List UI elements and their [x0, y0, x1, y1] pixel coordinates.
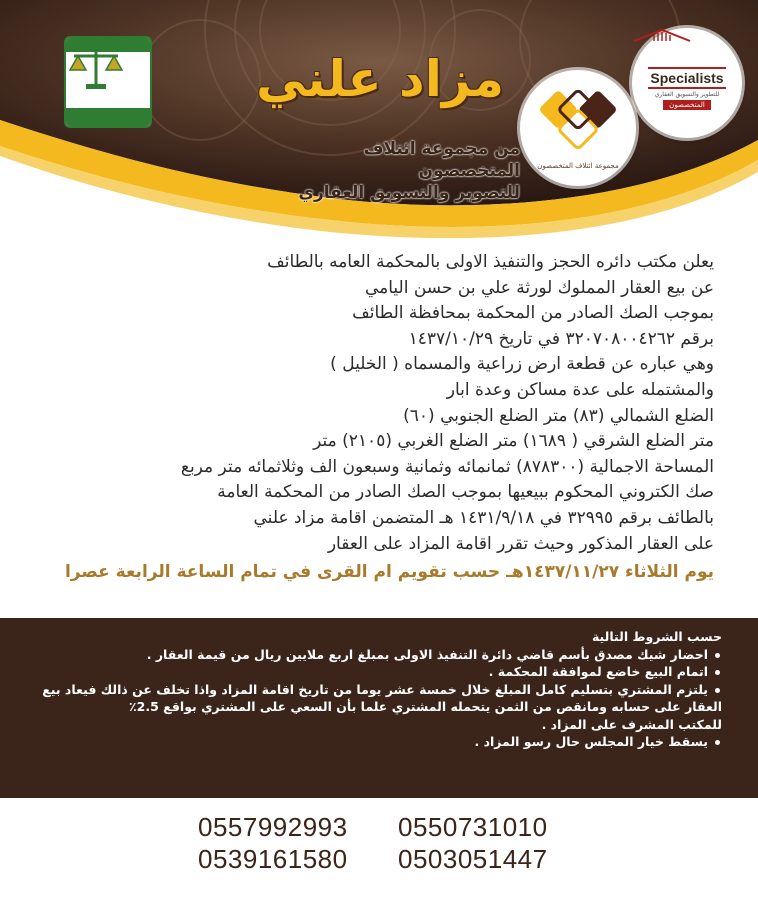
terms-item: احضار شيك مصدق بأسم قاضي دائرة التنفيذ الاولى بمبلغ اربع ملايين ريال من قيمة العقار . — [32, 646, 722, 664]
terms-item-continuation: للمكتب المشرف على المزاد . — [541, 716, 722, 732]
announcement-line: والمشتمله على عدة مساكن وعدة ابار — [446, 379, 714, 400]
announcement-line: المساحة الاجمالية (٨٧٨٣٠٠) ثمانمائه وثمانية وسبعون الف وثلاثمائه متر مربع — [180, 456, 714, 477]
announcement-body — [40, 250, 714, 586]
announcement-line: يعلن مكتب دائره الحجز والتنفيذ الاولى بالمحكمة العامه بالطائف — [267, 252, 714, 272]
terms-section — [0, 618, 758, 798]
contact-phones — [0, 798, 758, 900]
terms-item: يسقط خيار المجلس حال رسو المزاد . — [32, 733, 722, 751]
subtitle-line-2: للتصوير والتسويق العقاري — [298, 183, 520, 203]
coalition-logo — [520, 70, 636, 186]
announcement-line: عن بيع العقار المملوك لورثة علي بن حسن اليامي — [364, 277, 714, 298]
phone-number[interactable]: 0550731010 — [398, 812, 548, 842]
page-title: مزاد علني — [256, 50, 504, 108]
header-banner — [0, 0, 758, 238]
phone-number[interactable]: 0539161580 — [198, 844, 348, 874]
specialists-brand: Specialists — [648, 67, 725, 89]
coalition-caption: مجموعة ائتلاف المتخصصون — [537, 162, 619, 170]
terms-item: يلتزم المشتري بتسليم كامل المبلغ خلال خمسة عشر يوما من تاريخ اقامة المزاد واذا تخلف عن ذالك فيعاد بيع — [32, 681, 722, 699]
house-roof-icon — [632, 28, 692, 42]
terms-item: اتمام البيع خاضع لموافقة المحكمة . — [32, 663, 722, 681]
announcement-line: وهي عباره عن قطعة ارض زراعية والمسماه ( الخليل ) — [330, 354, 714, 375]
announcement-line: على العقار المذكور وحيث تقرر اقامة المزاد على العقار — [327, 533, 714, 554]
terms-heading: حسب الشروط التالية — [591, 629, 722, 644]
announcement-line: الضلع الشمالي (٨٣) متر الضلع الجنوبي (٦٠) — [403, 405, 714, 426]
specialists-logo — [632, 28, 742, 138]
ministry-of-justice-logo — [64, 36, 152, 128]
specialists-label: المتخصصون — [663, 100, 711, 110]
subtitle-line-1: من مجموعة ائتلاف المتخصصون — [363, 139, 520, 181]
phone-number[interactable]: 0557992993 — [198, 812, 348, 842]
scales-icon — [66, 42, 126, 92]
terms-item-continuation: العقار على حسابه ومانقص من الثمن يتحمله المشتري علما بأن السعي على المشتري بواقع 2.5٪ — [129, 699, 722, 714]
announcement-line: برقم ٣٢٠٧٠٨٠٠٤٢٦٢ في تاريخ ١٤٣٧/١٠/٢٩ — [408, 328, 714, 349]
phone-number[interactable]: 0503051447 — [398, 844, 548, 874]
specialists-tagline: للتطوير والتسويق العقاري — [654, 90, 720, 98]
terms-content — [32, 628, 722, 751]
announcement-line: بموجب الصك الصادر من المحكمة بمحافظة الطائف — [352, 303, 714, 324]
announcement-line: متر الضلع الشرقي ( ١٦٨٩) متر الضلع الغربي (٢١٠٥) متر — [313, 431, 714, 452]
auction-date-highlight: يوم الثلاثاء ١٤٣٧/١١/٢٧هـ حسب تقويم ام القرى في تمام الساعة الرابعة عصرا — [64, 562, 714, 583]
announcement-line: صك الكتروني المحكوم ببيعيها بموجب الصك الصادر من المحكمة العامة — [217, 482, 714, 503]
announcement-line: بالطائف برقم ٣٢٩٩٥ في ١٤٣١/٩/١٨ هـ المتضمن اقامة مزاد علني — [253, 507, 714, 528]
organizer-subtitle — [280, 138, 520, 204]
